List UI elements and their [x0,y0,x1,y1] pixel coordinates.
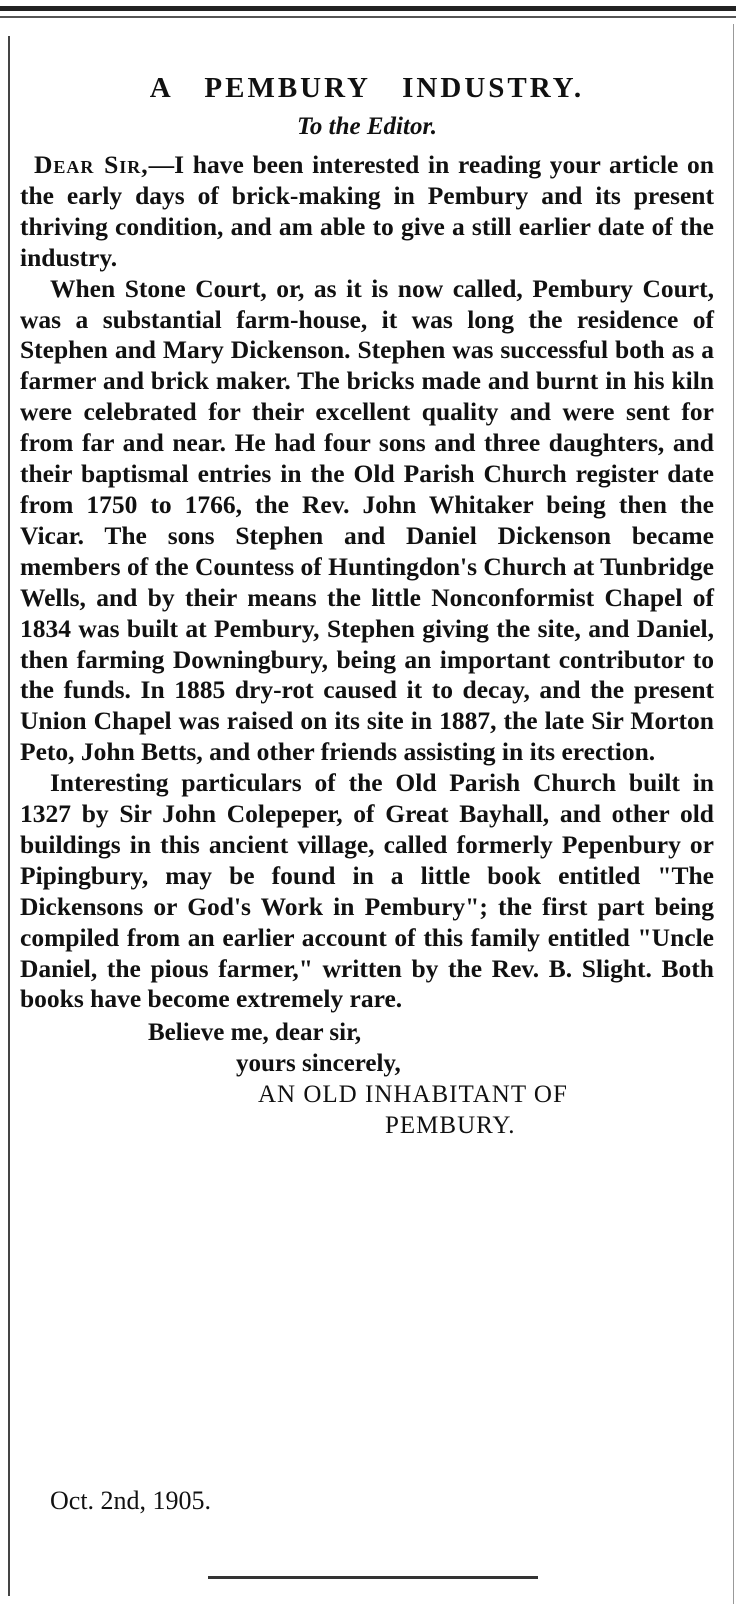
column-left-edge [8,36,10,1596]
letter-salutation: Dear Sir, [34,150,149,179]
article-body [20,150,714,1015]
article-addressee: To the Editor. [296,113,438,140]
top-border-rule [0,6,736,11]
paragraph-2: When Stone Court, or, as it is now called, Pembury Court, was a substantial farm-house, it was long the residence of Stephen and Mary Dickenson. Stephen was successful both as a farmer and brick maker. The bricks made and burnt in his kiln were celebrated for their excellent quality and were sent for from far and near. He had four sons and three daughters, and their baptismal entries in the Old Parish Church register date from 1750 to 1766, the Rev. John Whitaker being then the Vicar. The sons Stephen and Daniel Dickenson became members of the Countess of Huntingdon's Church at Tunbridge Wells, and by their means the little Nonconformist Chapel of 1834 was built at Pembury, Stephen giving the site, and Daniel, then farming Downingbury, being an important contributor to the funds. In 1885 dry-rot caused it to decay, and the present Union Chapel was raised on its site in 1887, the late Sir Morton Peto, John Betts, and other friends assisting in its erection. [20,273,714,767]
signature-line-1: AN OLD INHABITANT OF [258,1081,568,1109]
paragraph-1 [20,150,714,274]
bottom-rule [208,1576,538,1579]
paragraph-1-text: —I have been interested in reading your article on the early days of brick-making in Pembury and its present thriving condition, and am able to give a still earlier date of the industry. [20,150,714,272]
top-border-thin-rule [0,16,736,18]
signature-line-2: PEMBURY. [385,1112,516,1140]
article-headline: A PEMBURY INDUSTRY. [149,72,585,104]
closing-line-2: yours sincerely, [236,1050,401,1078]
closing-line-1: Believe me, dear sir, [148,1019,362,1047]
letter-column [20,68,714,1141]
letter-date: Oct. 2nd, 1905. [50,1486,212,1515]
column-right-edge [733,24,734,1604]
paragraph-3: Interesting particulars of the Old Parish Church built in 1327 by Sir John Colepeper, of Great Bayhall, and other old buildings in this ancient village, called formerly Pepenbury or Pipingbury, may be found in a little book entitled "The Dickensons or God's Work in Pembury"; the first part being compiled from an earlier account of this family entitled "Uncle Daniel, the pious farmer," written by the Rev. B. Slight. Both books have become extremely rare. [20,768,714,1014]
